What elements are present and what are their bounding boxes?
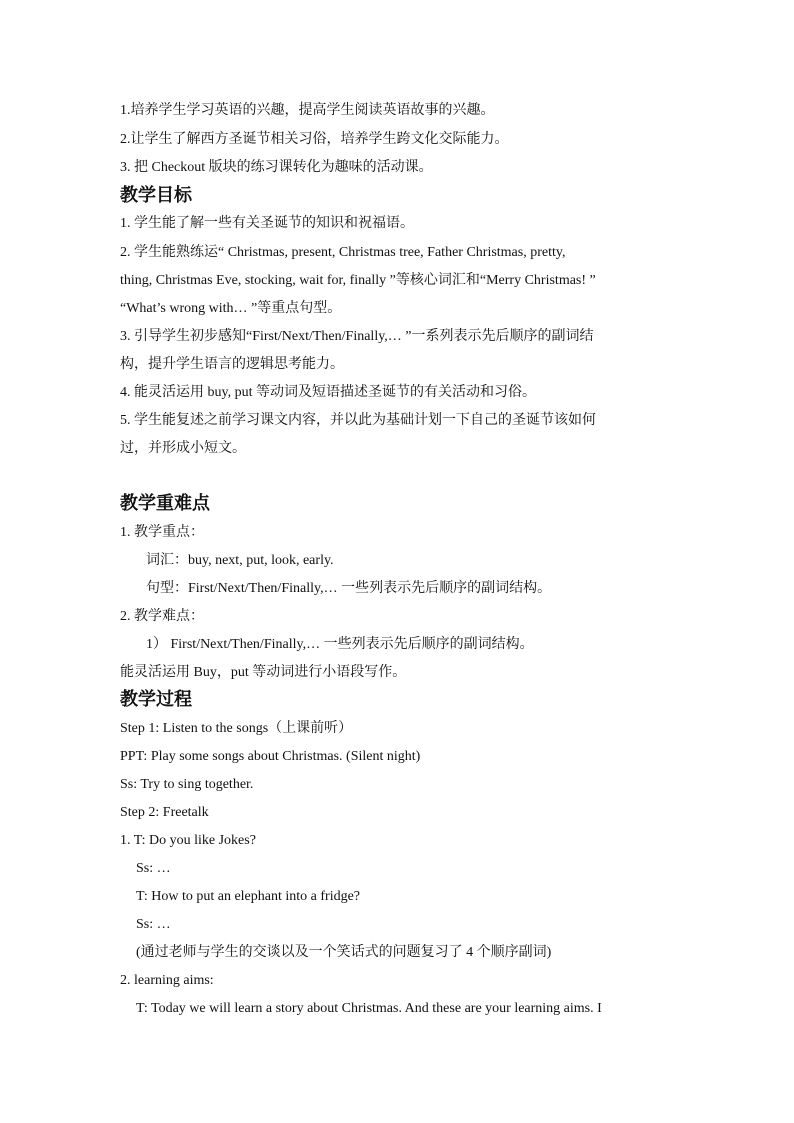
process-line: PPT: Play some songs about Christmas. (Silent night) [120,749,421,764]
goal-line: 构，提升学生语言的逻辑思考能力。 [120,357,344,372]
process-line: T: Today we will learn a story about Christmas. And these are your learning aims. I [136,1001,602,1016]
keypoint-line: 1） First/Next/Then/Finally,… 一些列表示先后顺序的副词结构。 [146,637,534,652]
goal-line: 5. 学生能复述之前学习课文内容，并以此为基础计划一下自己的圣诞节该如何 [120,413,596,428]
process-line: (通过老师与学生的交谈以及一个笑话式的问题复习了 4 个顺序副词) [136,945,552,960]
aim-line-2: 2.让学生了解西方圣诞节相关习俗，培养学生跨文化交际能力。 [120,132,509,147]
keypoint-line: 词汇：buy, next, put, look, early. [146,553,334,568]
goal-line: thing, Christmas Eve, stocking, wait for, finally ”等核心词汇和“Merry Christmas! ” [120,273,596,288]
aim-line-3: 3. 把 Checkout 版块的练习课转化为趣味的活动课。 [120,160,433,175]
aim-line-1: 1.培养学生学习英语的兴趣，提高学生阅读英语故事的兴趣。 [120,103,495,118]
goals-heading: 教学目标 [120,185,192,206]
keypoint-line: 1. 教学重点： [120,525,204,540]
process-line: Ss: … [136,861,171,876]
goal-line: 1. 学生能了解一些有关圣诞节的知识和祝福语。 [120,216,414,231]
process-line: 1. T: Do you like Jokes? [120,833,256,848]
goal-line: 2. 学生能熟练运“ Christmas, present, Christmas tree, Father Christmas, pretty, [120,245,566,260]
goal-line: 3. 引导学生初步感知“First/Next/Then/Finally,… ”一系列表示先后顺序的副词结 [120,329,594,344]
goal-line: 4. 能灵活运用 buy, put 等动词及短语描述圣诞节的有关活动和习俗。 [120,385,536,400]
goal-line: 过，并形成小短文。 [120,441,246,456]
process-heading: 教学过程 [120,689,192,710]
keypoint-line: 2. 教学难点： [120,609,204,624]
process-line: T: How to put an elephant into a fridge? [136,889,361,904]
process-line: Ss: Try to sing together. [120,777,254,792]
process-line: 2. learning aims: [120,973,214,988]
keypoints-heading: 教学重难点 [120,493,210,514]
keypoint-line: 能灵活运用 Buy，put 等动词进行小语段写作。 [120,665,407,680]
process-line: Ss: … [136,917,171,932]
process-line: Step 1: Listen to the songs（上课前听） [120,721,353,736]
goal-line: “What’s wrong with… ”等重点句型。 [120,301,342,316]
process-line: Step 2: Freetalk [120,805,209,820]
keypoint-line: 句型：First/Next/Then/Finally,… 一些列表示先后顺序的副词结构。 [146,581,552,596]
